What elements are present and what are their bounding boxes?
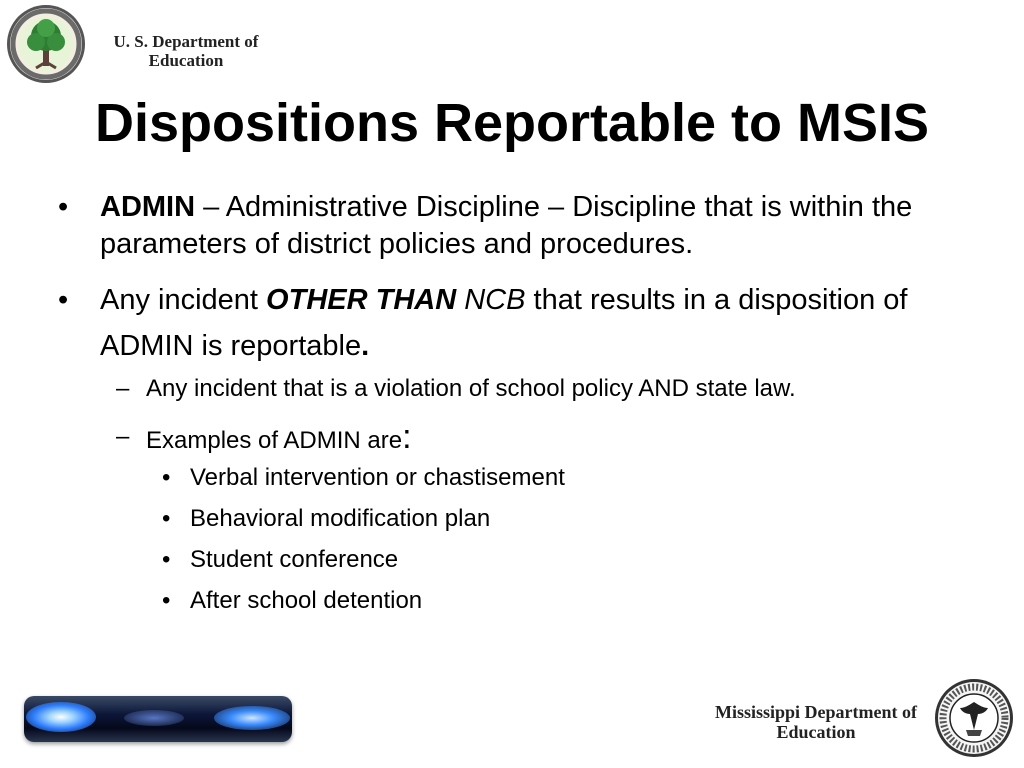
bullet-marker: • [162, 464, 171, 491]
example-item [162, 504, 990, 534]
rule-suffix: that results in a disposition of ADMIN is reportable [100, 284, 908, 362]
sub-bullet-violation [116, 374, 996, 404]
sub-bullet-violation-text: Any incident that is a violation of school policy AND state law. [146, 375, 796, 402]
mde-seal-icon [934, 678, 1014, 758]
mde-name-line-2: Education [776, 722, 856, 743]
example-item-text: After school detention [190, 587, 423, 614]
bullet-marker: • [58, 191, 69, 223]
rule-gap [456, 284, 464, 316]
bullet-marker: • [162, 546, 171, 573]
dash-marker: – [116, 375, 130, 402]
usde-name-line-1: U. S. Department of [113, 32, 259, 51]
example-item-text: Behavioral modification plan [190, 505, 491, 532]
usde-name [96, 32, 276, 70]
slide-title: Dispositions Reportable to MSIS [94, 93, 930, 153]
admin-term: ADMIN [100, 191, 196, 223]
example-item-text: Verbal intervention or chastisement [190, 464, 565, 491]
mde-name-line-1: Mississippi Department of [715, 702, 917, 722]
usde-seal-icon [6, 4, 86, 84]
bullet-reportable-rule [58, 277, 990, 369]
bullet-marker: • [162, 587, 171, 614]
example-item [162, 545, 990, 575]
rule-code: NCB [464, 284, 526, 316]
sub-bullet-examples [116, 418, 996, 456]
bullet-admin-definition [58, 189, 990, 263]
rule-period: . [361, 330, 370, 362]
mde-name [700, 702, 932, 742]
rule-emphasis: OTHER THAN [266, 284, 457, 316]
example-item [162, 463, 990, 493]
admin-definition: – Administrative Discipline – Discipline that is within the parameters of district policies and procedures. [100, 191, 913, 260]
sub-bullet-examples-text: Examples of ADMIN are [146, 427, 403, 454]
usde-name-line-2: Education [148, 51, 224, 71]
example-item [162, 586, 990, 616]
example-item-text: Student conference [190, 546, 399, 573]
sub-bullet-examples-colon: : [402, 418, 412, 456]
police-light-bar-icon [24, 696, 292, 742]
rule-prefix: Any incident [100, 284, 267, 316]
bullet-marker: • [58, 284, 69, 316]
dash-marker: – [116, 423, 130, 450]
bullet-marker: • [162, 505, 171, 532]
